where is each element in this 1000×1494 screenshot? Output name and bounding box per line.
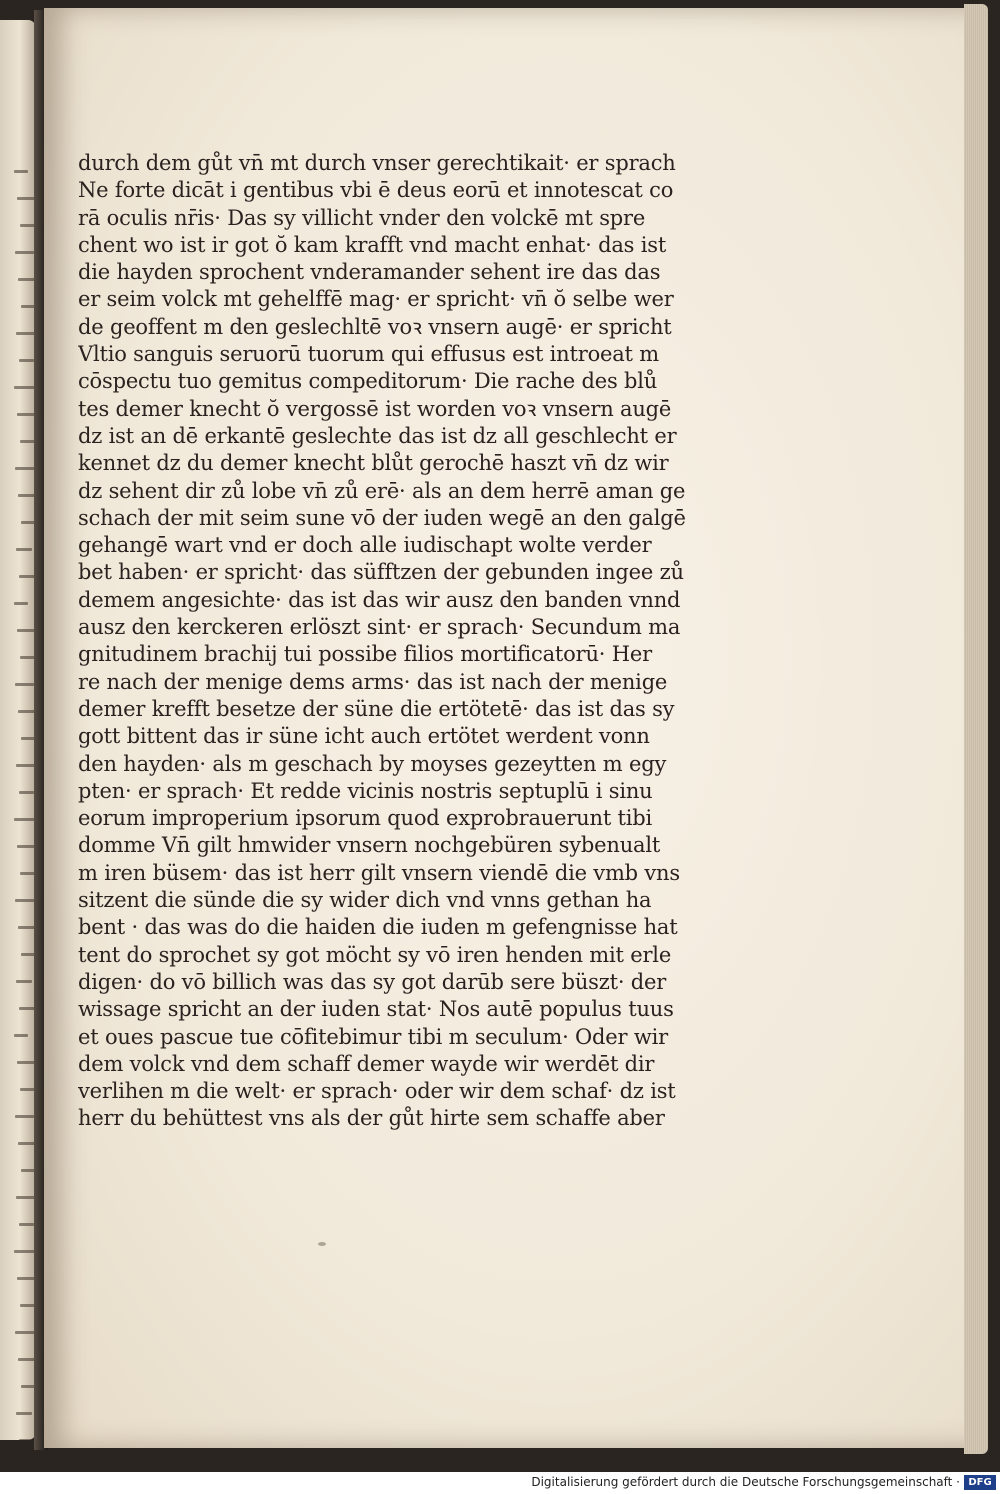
facing-page-text-fragment [16, 980, 32, 983]
text-line: verlihen m die welt· er sprach· oder wir dem schaf· dz ist [78, 1079, 676, 1104]
facing-page-text-fragment [14, 1034, 28, 1037]
text-line: Vltio sanguis seruorū tuorum qui effusus est introeat m [78, 342, 659, 367]
facing-page-edge [0, 20, 36, 1440]
text-line: pten· er sprach· Et redde vicinis nostris septuplū i sinu [78, 778, 653, 803]
facing-page-text-fragment [19, 359, 34, 362]
facing-page-text-fragment [15, 1115, 34, 1118]
text-line: m iren büsem· das ist herr gilt vnsern viendē die vmb vns [78, 860, 680, 885]
text-line: demer krefft besetze der süne die ertötetē· das ist das sy [78, 696, 675, 721]
text-line: rā oculis nr̄is· Das sy villicht vnder den volckē mt spre [78, 205, 646, 230]
footer-bar [0, 1472, 1000, 1494]
facing-page-text-fragment [16, 764, 36, 767]
facing-page-text-fragment [16, 1412, 32, 1415]
facing-page-text-fragment [15, 1331, 36, 1334]
facing-page-text-fragment [14, 170, 28, 173]
text-line: eorum improperium ipsorum quod exprobrauerunt tibi [78, 806, 653, 831]
text-line: dz sehent dir zů lobe vn̄ zů erē· als an dem herrē aman ge [78, 478, 686, 503]
text-line: chent wo ist ir got ŏ kam krafft vnd macht enhat· das ist [78, 232, 667, 257]
facing-page-text-fragment [14, 386, 36, 389]
text-line: wissage spricht an der iuden stat· Nos autē populus tuus [78, 997, 674, 1022]
dfg-logo-icon: DFG [964, 1475, 996, 1490]
text-line: durch dem gůt vn̄ mt durch vnser gerechtikait· er sprach [78, 151, 676, 175]
facing-page-text-fragment [19, 1223, 34, 1226]
text-line: demem angesichte· das ist das wir ausz den banden vnnd [78, 587, 681, 612]
text-line: er seim volck mt gehelffē mag· er spricht· vn̄ ŏ selbe wer [78, 287, 674, 312]
facing-page-text-fragment [15, 899, 36, 902]
text-line: gehangē wart vnd er doch alle iudischapt wolte verder [78, 533, 652, 558]
funding-credit: Digitalisierung gefördert durch die Deutsche Forschungsgemeinschaft · [531, 1475, 960, 1489]
text-line: gnitudinem brachij tui possibe filios mortificatorū· Her [78, 642, 652, 667]
page-text-block [78, 150, 708, 1133]
text-line: domme Vn̄ gilt hmwider vnsern nochgebüren sybenualt [78, 833, 661, 858]
text-line: tent do sprochet sy got möcht sy vō iren henden mit erle [78, 942, 672, 967]
text-line: digen· do vō billich was das sy got darūb sere büszt· der [78, 969, 667, 994]
paper-speck [318, 1242, 326, 1246]
text-line: re nach der menige dems arms· das ist nach der menige [78, 669, 668, 694]
text-line: herr du behüttest vns als der gůt hirte sem schaffe aber [78, 1106, 665, 1131]
facing-page-text-fragment [14, 818, 36, 821]
text-line: ausz den kerckeren erlöszt sint· er sprach· Secundum ma [78, 615, 681, 640]
text-line: die hayden sprochent vnderamander sehent ire das das [78, 260, 661, 285]
text-line: schach der mit seim sune vō der iuden wegē an den galgē [78, 505, 686, 530]
text-line: tes demer knecht ŏ vergossē ist worden voꝛ vnsern augē [78, 396, 672, 421]
facing-page-text-fragment [14, 602, 28, 605]
facing-page-text-fragment [15, 467, 36, 470]
text-line: et oues pascue tue cōfitebimur tibi m seculum· Oder wir [78, 1024, 668, 1049]
text-line: de geoffent m den geslechltē voꝛ vnsern augē· er spricht [78, 314, 672, 339]
text-line: dz ist an dē erkantē geslechte das ist dz all geschlecht er [78, 423, 677, 448]
facing-page-text-fragment [15, 683, 34, 686]
text-line: dem volck vnd dem schaff demer wayde wir werdēt dir [78, 1051, 655, 1076]
text-line: Ne forte dicāt i gentibus vbi ē deus eorū et innotescat co [78, 178, 674, 203]
facing-page-text-fragment [16, 1196, 36, 1199]
text-line: den hayden· als m geschach by moyses gezeytten m egy [78, 751, 667, 776]
facing-page-text-fragment [19, 791, 34, 794]
text-line: cōspectu tuo gemitus compeditorum· Die rache des blů [78, 369, 658, 394]
text-line: bent · das was do die haiden die iuden m gefengnisse hat [78, 915, 678, 940]
text-line: gott bittent das ir süne icht auch ertötet werdent vonn [78, 724, 650, 749]
facing-page-text-fragment [16, 332, 36, 335]
facing-page-text-fragment [15, 251, 34, 254]
text-line: sitzent die sünde die sy wider dich vnd vnns gethan ha [78, 888, 652, 913]
text-line: bet haben· er spricht· das süfftzen der gebunden ingee zů [78, 560, 684, 585]
page-fore-edge [964, 4, 988, 1454]
facing-page-text-fragment [16, 548, 32, 551]
text-line: kennet dz du demer knecht blůt gerochē haszt vn̄ dz wir [78, 451, 669, 476]
facing-page-text-fragment [14, 1250, 36, 1253]
